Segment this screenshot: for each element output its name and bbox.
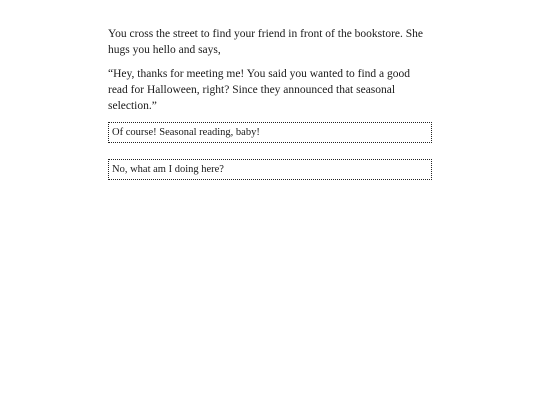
story-passage bbox=[108, 26, 432, 180]
narration-paragraph: You cross the street to find your friend in front of the bookstore. She hugs you hello and says, bbox=[108, 28, 424, 56]
choice-link-what-am-i-doing[interactable]: No, what am I doing here? bbox=[108, 159, 432, 180]
dialogue-paragraph: “Hey, thanks for meeting me! You said you wanted to find a good read for Halloween, right? Since they announced that seasonal selection.” bbox=[108, 68, 411, 112]
choice-link-seasonal-reading[interactable]: Of course! Seasonal reading, baby! bbox=[108, 122, 432, 143]
